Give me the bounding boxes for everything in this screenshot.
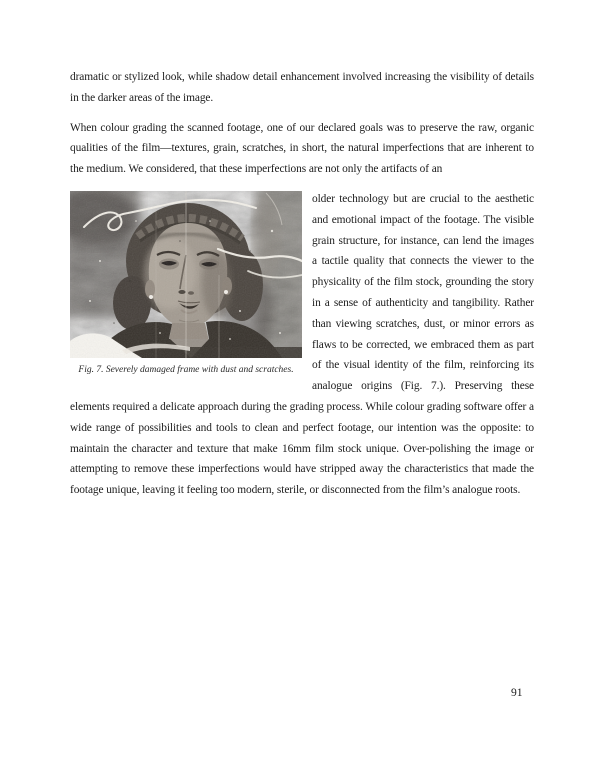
damaged-frame-illustration: [70, 191, 302, 358]
figure-caption: Fig. 7. Severely damaged frame with dust and scratches.: [78, 364, 294, 375]
figure-7: [70, 191, 302, 376]
paragraph-2-intro: When colour grading the scanned footage, one of our declared goals was to preserve the raw, organic qualities of the film—textures, grain, scratches, in short, the natural imperfections that are inherent to the medium. We considered, that these imperfections are not only the artifacts of an: [70, 121, 534, 176]
page-number: 91: [511, 686, 523, 699]
paragraph-2-wrap-text: older technology but are crucial to the aesthetic and emotional impact of the footage. The visible grain structure, for instance, can lend the images a tactile quality that connects the viewer to the physicality of the film stock, grounding the story in a sense of authenticity and tangibility. Rather than viewing scratches, dust, or minor errors as flaws to be corrected, we embraced them as part of the visual identity of the film, reinforcing its analogue origins (Fig. 7.). Preserving these elements required a delicate approach during the grading process. While colour grading software offer a wide range of possibilities and tools to clean and perfect footage, our intention was the opposite: to maintain the character and texture that make 16mm film stock unique. Over-polishing the image or attempting to remove these imperfections would have stripped away the characteristics that made the footage unique, leaving it feeling too modern, sterile, or disconnected from the film’s analogue roots.: [70, 192, 534, 497]
paragraph-1: dramatic or stylized look, while shadow detail enhancement involved increasing the visibility of details in the darker areas of the image.: [70, 71, 534, 104]
damaged-film-frame-photo: [70, 191, 302, 358]
paragraph-2-with-figure: [70, 189, 534, 501]
